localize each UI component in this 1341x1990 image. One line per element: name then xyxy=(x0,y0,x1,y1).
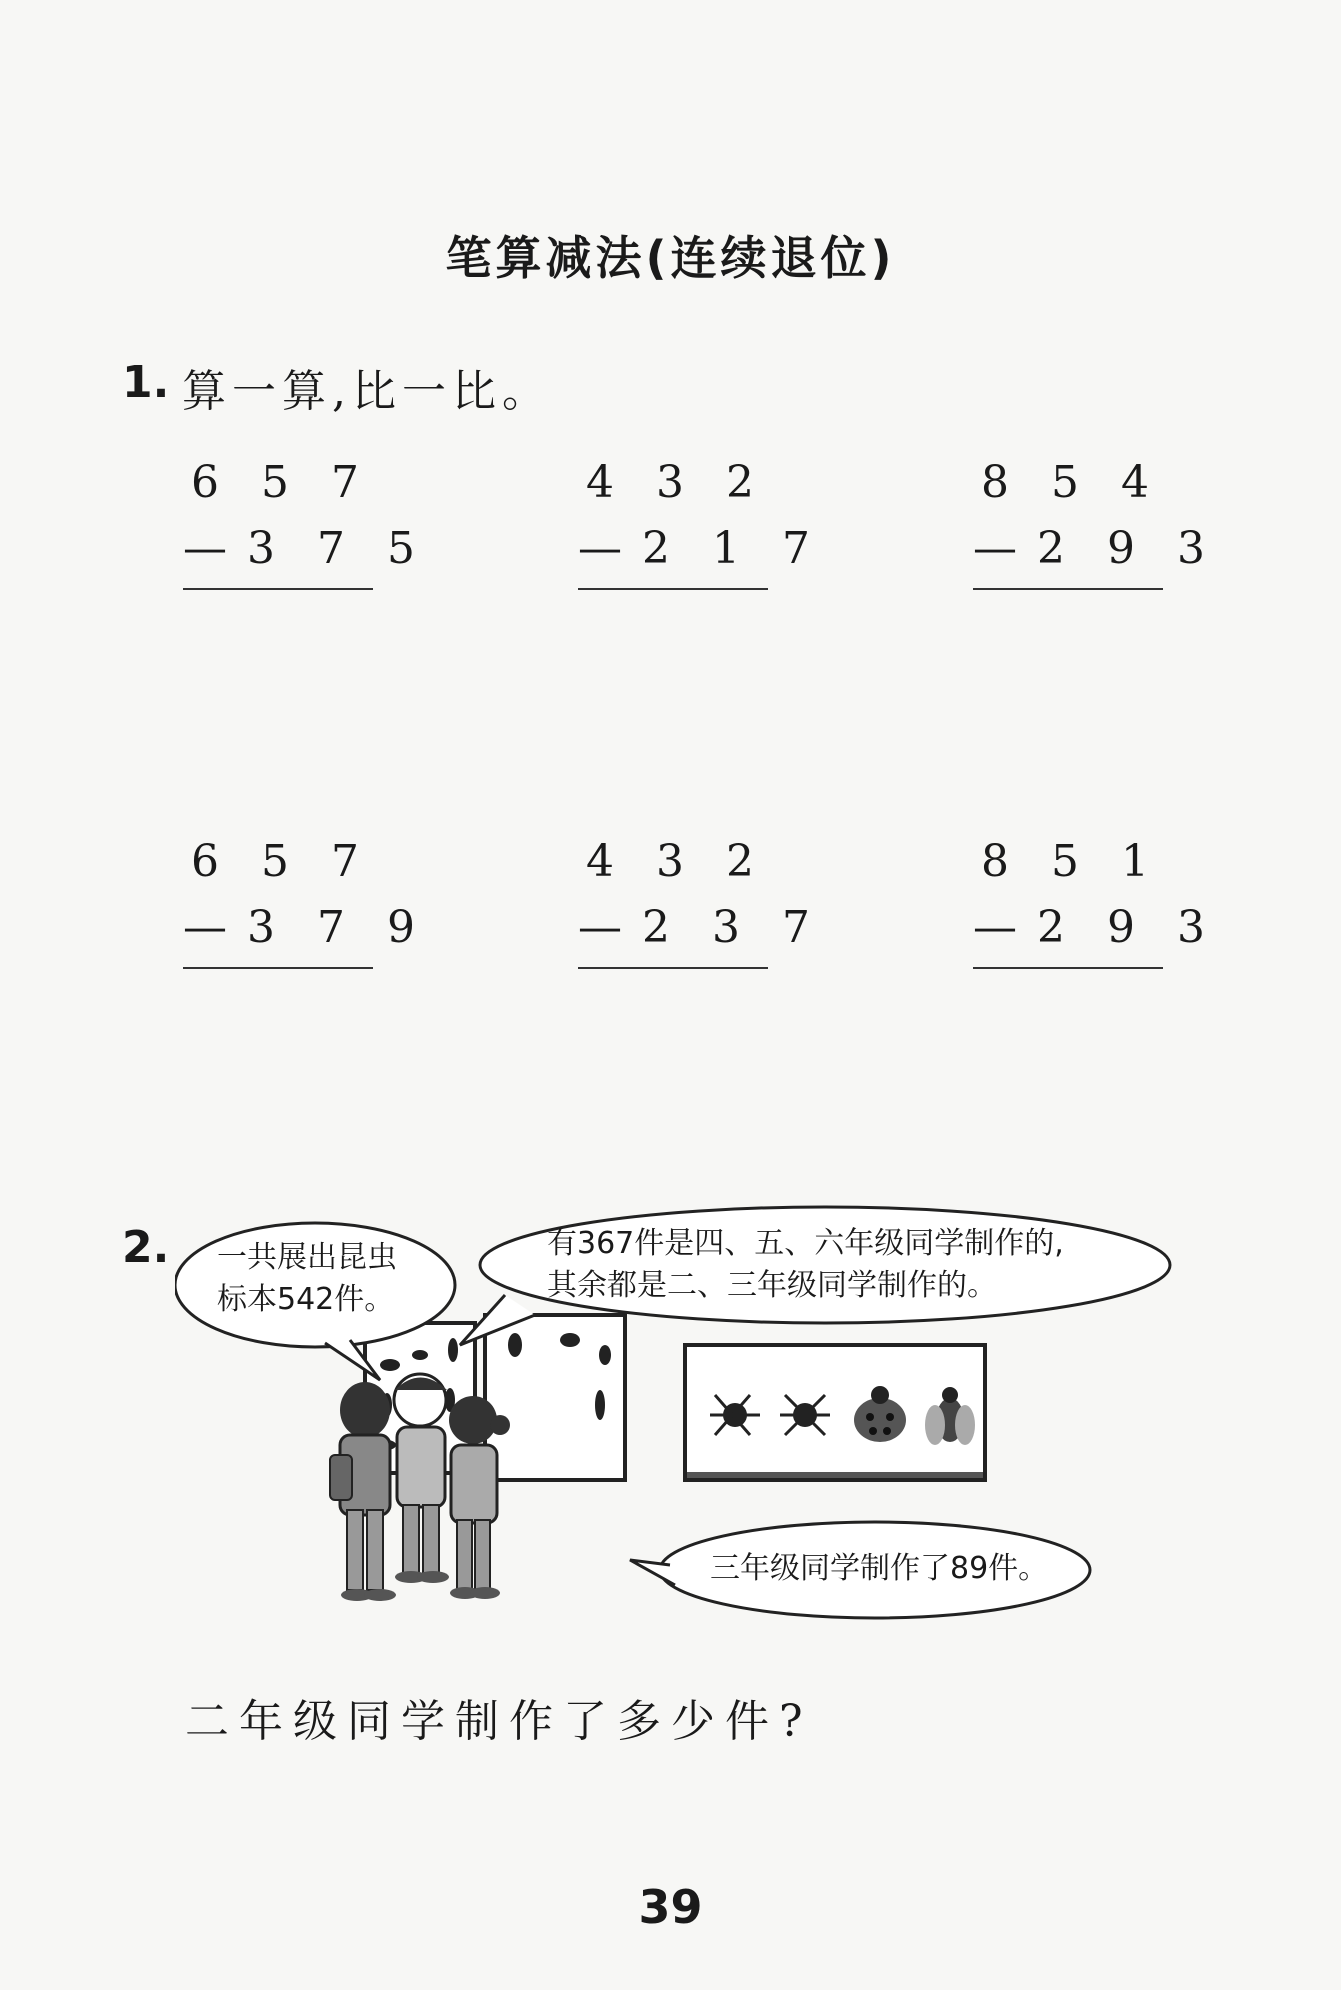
answer-line xyxy=(183,967,373,969)
minuend: 8 5 1 xyxy=(981,836,1163,887)
subtrahend-line xyxy=(578,516,824,582)
minuend: 4 3 2 xyxy=(586,457,768,508)
bubble-3-text xyxy=(710,1548,1048,1590)
insect-display-board-right xyxy=(685,1345,985,1480)
subtrahend: 2 9 3 xyxy=(1037,902,1219,953)
subtrahend-line xyxy=(578,895,824,961)
answer-line xyxy=(973,588,1163,590)
bubble-1-line-2: 标本542件。 xyxy=(217,1282,395,1317)
minus-sign: — xyxy=(578,902,642,953)
bubble-2-text xyxy=(547,1223,1064,1307)
bubble-2-line-1: 有367件是四、五、六年级同学制作的, xyxy=(547,1226,1064,1261)
child-boy-left xyxy=(330,1382,396,1601)
subtrahend-line xyxy=(183,895,429,961)
minuend: 4 3 2 xyxy=(586,836,768,887)
minus-sign: — xyxy=(183,523,247,574)
bubble-2-line-2: 其余都是二、三年级同学制作的。 xyxy=(547,1268,997,1303)
minuend: 6 5 7 xyxy=(191,457,373,508)
minuend: 6 5 7 xyxy=(191,836,373,887)
subtraction-problem-4 xyxy=(183,829,429,969)
answer-line xyxy=(973,967,1163,969)
minus-sign: — xyxy=(973,523,1037,574)
subtrahend-line xyxy=(973,516,1219,582)
child-girl-right xyxy=(449,1396,510,1599)
subtraction-problem-5 xyxy=(578,829,824,969)
subtrahend: 3 7 9 xyxy=(247,902,429,953)
bubble-1-line-1: 一共展出昆虫 xyxy=(217,1240,397,1275)
bubble-1-text xyxy=(217,1237,397,1321)
bubble-3-line-1: 三年级同学制作了89件。 xyxy=(710,1551,1049,1586)
subtrahend-line xyxy=(183,516,429,582)
insect-exhibition-illustration xyxy=(175,1205,1175,1665)
subtrahend: 2 9 3 xyxy=(1037,523,1219,574)
answer-line xyxy=(183,588,373,590)
subtraction-problem-6 xyxy=(973,829,1219,969)
question-1-number: 1. xyxy=(122,357,170,408)
minus-sign: — xyxy=(183,902,247,953)
minus-sign: — xyxy=(973,902,1037,953)
question-2-number: 2. xyxy=(122,1222,170,1273)
minuend: 8 5 4 xyxy=(981,457,1163,508)
subtrahend: 2 3 7 xyxy=(642,902,824,953)
subtraction-problem-2 xyxy=(578,450,824,590)
subtraction-problem-1 xyxy=(183,450,429,590)
answer-line xyxy=(578,967,768,969)
child-boy-middle xyxy=(394,1374,449,1583)
page-number: 39 xyxy=(638,1880,703,1934)
answer-line xyxy=(578,588,768,590)
page-title: 笔算减法(连续退位) xyxy=(445,231,896,285)
subtrahend-line xyxy=(973,895,1219,961)
question-2-prompt: 二年级同学制作了多少件? xyxy=(185,1696,813,1747)
insect-display-board-middle xyxy=(485,1315,625,1480)
subtraction-problem-3 xyxy=(973,450,1219,590)
question-1-instruction: 算一算,比一比。 xyxy=(182,366,552,417)
minus-sign: — xyxy=(578,523,642,574)
subtrahend: 2 1 7 xyxy=(642,523,824,574)
subtrahend: 3 7 5 xyxy=(247,523,429,574)
